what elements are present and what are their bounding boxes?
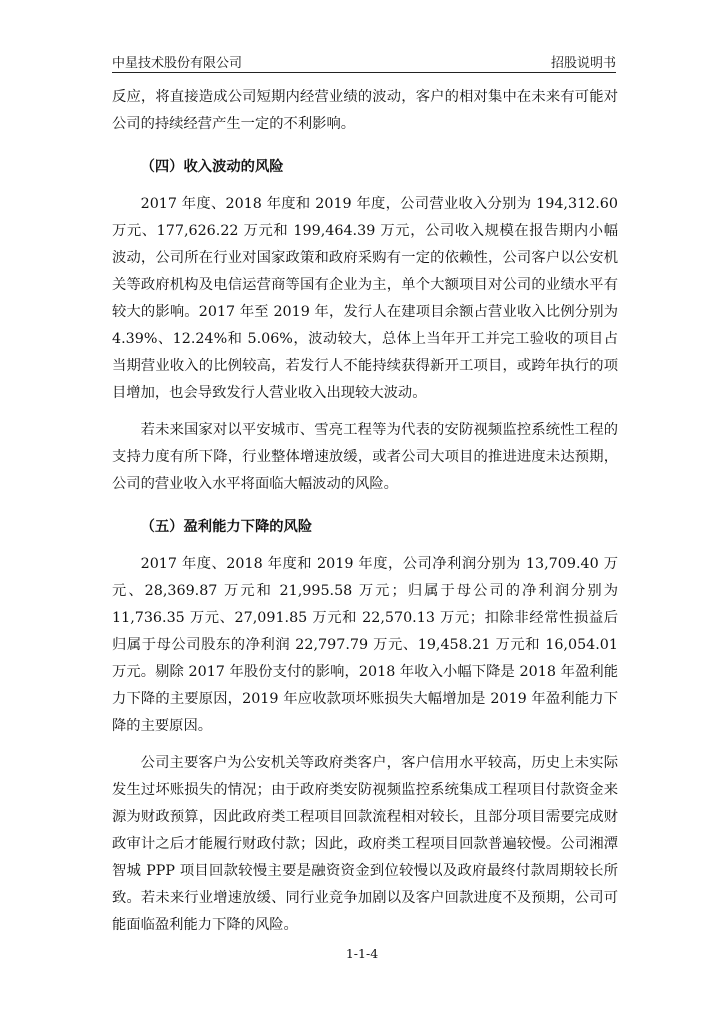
section-4-heading: （四）收入波动的风险 [140,159,284,175]
section-4-paragraph-2: 若未来国家对以平安城市、雪亮工程等为代表的安防视频监控系统性工程的支持力度有所下降，行业整体增速放缓，或者公司大项目的推进进度未达预期，公司的营业收入水平将面临大幅波动的风险。 [112,422,618,492]
page-number: 1-1-4 [345,946,379,961]
page-header [112,50,616,73]
header-company-name: 中星技术股份有限公司 [112,56,243,71]
document-body [112,84,618,939]
section-5-paragraph-1: 2017 年度、2018 年度和 2019 年度，公司净利润分别为 13,709.40 万元、28,369.87 万元和 21,995.58 万元；归属于母公司的净利润分别为 11,736.35 万元、27,091.85 万元和 22,570.13 万元；扣除非经常性损益后归属于母公司股东的净利润 22,797.79 万元、19,458.21 万元和 16,054.01 万元。剔除 2017 年股份支付的影响，2018 年收入小幅下降是 2018 年盈利能力下降的主要原因，2019 年应收款项坏账损失大幅增加是 2019 年盈利能力下降的主要原因。 [112,556,618,734]
section-4-paragraph-1: 2017 年度、2018 年度和 2019 年度，公司营业收入分别为 194,312.60 万元、177,626.22 万元和 199,464.39 万元，公司收入规模在报告期内小幅波动，公司所在行业对国家政策和政府采购有一定的依赖性，公司客户以公安机关等政府机构及电信运营商等国有企业为主，单个大额项目对公司的业绩水平有较大的影响。2017 年至 2019 年，发行人在建项目余额占营业收入比例分别为 4.39%、12.24%和 5.06%，波动较大，总体上当年开工并完工验收的项目占当期营业收入的比例较高，若发行人不能持续获得新开工项目，或跨年执行的项目增加，也会导致发行人营业收入出现较大波动。 [112,196,618,401]
intro-paragraph: 反应，将直接造成公司短期内经营业绩的波动，客户的相对集中在未来有可能对公司的持续经营产生一定的不利影响。 [112,89,618,132]
header-document-type: 招股说明书 [550,56,616,71]
section-5-heading: （五）盈利能力下降的风险 [140,519,313,535]
section-5-paragraph-2: 公司主要客户为公安机关等政府类客户，客户信用水平较高，历史上未实际发生过坏账损失的情况；由于政府类安防视频监控系统集成工程项目付款资金来源为财政预算，因此政府类工程项目回款流程相对较长，且部分项目需要完成财政审计之后才能履行财政付款；因此，政府类工程项目回款普遍较慢。公司湘潭智城 PPP 项目回款较慢主要是融资资金到位较慢以及政府最终付款周期较长所致。若未来行业增速放缓、同行业竞争加剧以及客户回款进度不及预期，公司可能面临盈利能力下降的风险。 [112,755,618,933]
